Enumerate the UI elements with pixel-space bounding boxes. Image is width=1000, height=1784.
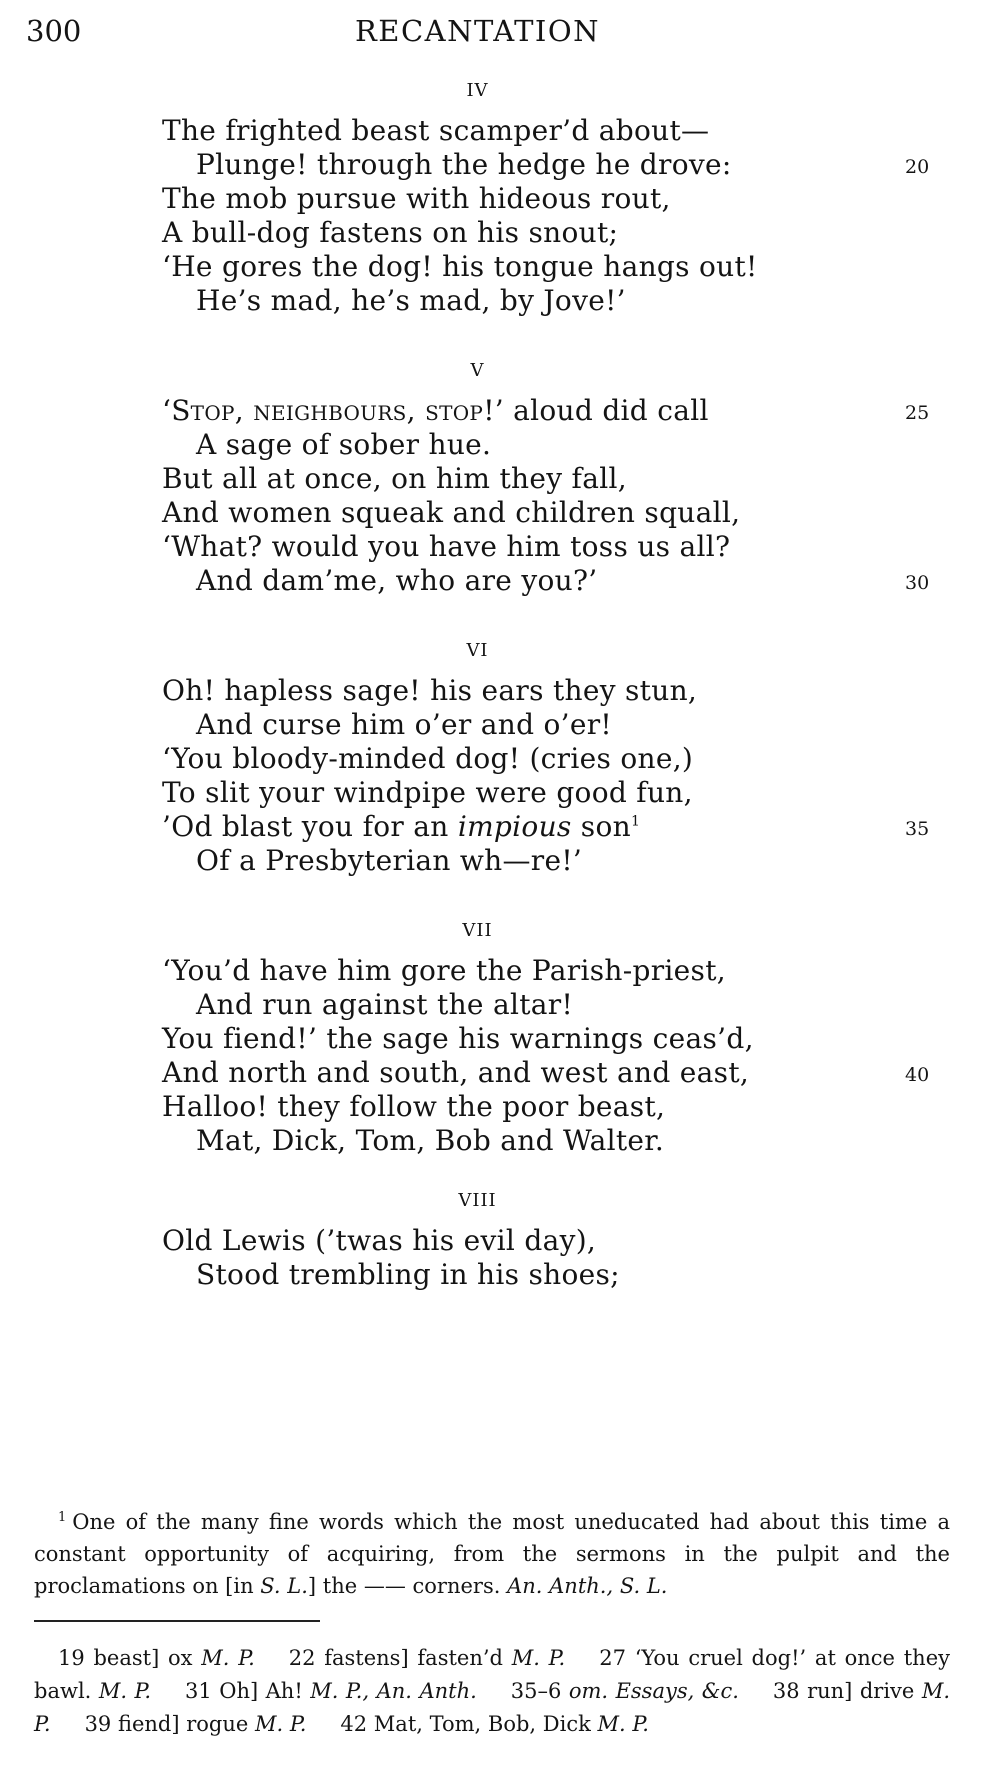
- verse-line: ‘You bloody-minded dog! (cries one,): [162, 742, 694, 775]
- verse-line: ’Od blast you for an impious son$^1$: [162, 810, 641, 843]
- line-number: 25: [905, 402, 930, 424]
- verse-line: You fiend!’ the sage his warnings ceas’d,: [162, 1022, 754, 1055]
- verse-line: He’s mad, he’s mad, by Jove!’: [196, 284, 626, 317]
- verse-line: A sage of sober hue.: [196, 428, 492, 461]
- stanza-numeral: IV: [466, 80, 489, 101]
- verse-line: And north and south, and west and east,: [162, 1056, 750, 1089]
- verse-line: ‘He gores the dog! his tongue hangs out!: [162, 250, 758, 283]
- running-title: RECANTATION: [354, 14, 601, 48]
- verse-line: Stood trembling in his shoes;: [196, 1258, 620, 1291]
- line-number: 40: [905, 1064, 930, 1086]
- footnote-mark: 1: [630, 813, 641, 830]
- line-number: 30: [905, 572, 930, 594]
- verse-line: The frighted beast scamper’d about—: [162, 114, 710, 147]
- footnote: $^1$ One of the many fine words which the most uneducated had about this time a constant opportunity of acquiring, from the sermons in the pulpit and the proclamations on [in S. L.] the —— corners. An. Anth., S. L.: [34, 1510, 950, 1598]
- verse-line: Of a Presbyterian wh—re!’: [196, 844, 583, 877]
- stanza-numeral: VI: [466, 640, 489, 661]
- verse-line: To slit your windpipe were good fun,: [162, 776, 693, 809]
- verse-line: A bull-dog fastens on his snout;: [162, 216, 619, 249]
- verse-line: The mob pursue with hideous rout,: [162, 182, 671, 215]
- verse-line: ‘You’d have him gore the Parish-priest,: [162, 954, 726, 987]
- stanza-numeral: VIII: [458, 1190, 497, 1211]
- verse-line: ‘What? would you have him toss us all?: [162, 530, 731, 563]
- verse-line: Oh! hapless sage! his ears they stun,: [162, 674, 698, 707]
- verse-line: Halloo! they follow the poor beast,: [162, 1090, 666, 1123]
- textual-variants: 19 beast] ox M. P. 22 fastens] fasten’d M. P. 27 ‘You cruel dog!’ at once they bawl. M. P. 31 Oh] Ah! M. P., An. Anth. 35–6 om. Essays, &c. 38 run] drive M. P. 39 fiend] rogue M. P. 42 Mat, Tom, Bob, Dick M. P.: [34, 1646, 951, 1736]
- verse-line: Old Lewis (’twas his evil day),: [162, 1224, 597, 1257]
- verse-line: ‘Stop, neighbours, stop!’ aloud did call: [162, 394, 709, 427]
- verse-line: But all at once, on him they fall,: [162, 462, 627, 495]
- verse-line: And dam’me, who are you?’: [196, 564, 598, 597]
- stanza-numeral: VII: [462, 920, 493, 941]
- verse-line: Mat, Dick, Tom, Bob and Walter.: [196, 1124, 665, 1157]
- stanza-numeral: V: [470, 360, 485, 381]
- footnote-rule: [34, 1620, 320, 1622]
- verse-line: And run against the altar!: [196, 988, 574, 1021]
- footnote-mark: 1: [58, 1510, 67, 1525]
- verse-line: And women squeak and children squall,: [162, 496, 741, 529]
- line-number: 20: [905, 156, 930, 178]
- page-header: [0, 14, 1000, 54]
- page-number: 300: [26, 14, 82, 48]
- verse-line: Plunge! through the hedge he drove:: [196, 148, 732, 181]
- verse-line: And curse him o’er and o’er!: [196, 708, 612, 741]
- line-number: 35: [905, 818, 930, 840]
